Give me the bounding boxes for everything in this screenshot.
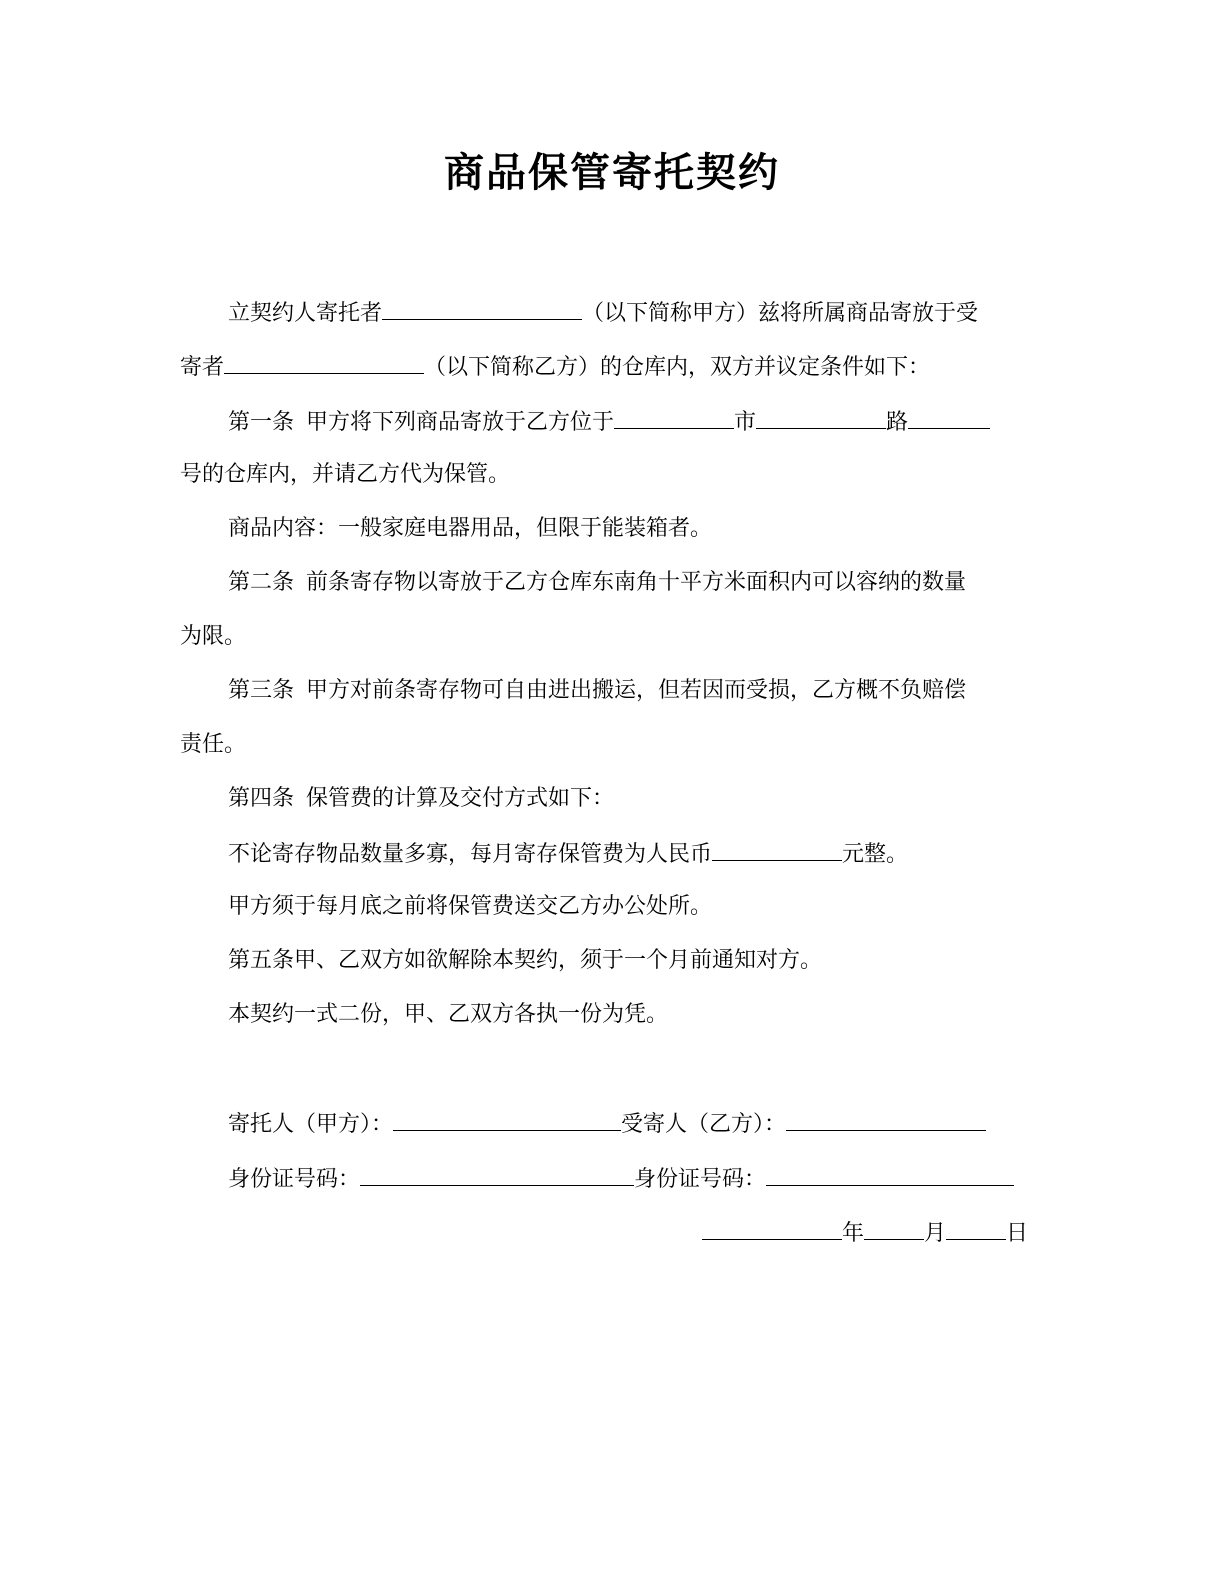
article-1-text: 甲方将下列商品寄放于乙方位于 [306, 410, 615, 435]
article-3-line-2: 责任。 [180, 732, 247, 757]
month-label: 月 [924, 1221, 947, 1246]
goods-content: 商品内容：一般家庭电器用品，但限于能装箱者。 [228, 516, 713, 541]
article-4-line-1 [228, 784, 614, 814]
article-2-label: 第二条 [228, 570, 295, 595]
intro-text-c: 寄者 [180, 355, 225, 380]
article-1-label: 第一条 [228, 410, 295, 435]
document-title: 商品保管寄托契约 [444, 150, 780, 196]
article-3-label: 第三条 [228, 678, 295, 703]
id-b-blank[interactable] [766, 1163, 1014, 1186]
road-label: 路 [886, 410, 909, 435]
article-2-line-2: 为限。 [180, 624, 247, 649]
fee-text-a: 不论寄存物品数量多寡，每月寄存保管费为人民币 [228, 842, 713, 867]
fee-amount-blank[interactable] [712, 838, 842, 861]
intro-text-d: （以下简称乙方）的仓库内，双方并议定条件如下： [424, 355, 931, 380]
city-label: 市 [734, 410, 757, 435]
number-blank[interactable] [908, 406, 990, 429]
article-5-line: 第五条甲、乙双方如欲解除本契约，须于一个月前通知对方。 [228, 948, 823, 973]
intro-line-2 [180, 351, 930, 383]
party-a-label: 寄托人（甲方）： [228, 1112, 394, 1137]
article-3-text: 甲方对前条寄存物可自由进出搬运，但若因而受损，乙方概不负赔偿 [306, 678, 967, 703]
article-4-text: 保管费的计算及交付方式如下： [306, 786, 615, 811]
date-row [702, 1217, 1028, 1249]
id-b-label: 身份证号码： [634, 1167, 767, 1192]
day-label: 日 [1006, 1221, 1029, 1246]
signature-row-ids [228, 1163, 1014, 1195]
city-blank[interactable] [614, 406, 734, 429]
signature-row-parties [228, 1108, 986, 1140]
party-a-signature-blank[interactable] [393, 1108, 621, 1131]
year-label: 年 [842, 1221, 865, 1246]
article-4-label: 第四条 [228, 786, 295, 811]
intro-line-1 [228, 297, 978, 329]
article-3-line-1 [228, 676, 966, 706]
year-blank[interactable] [702, 1217, 842, 1240]
intro-text-b: （以下简称甲方）兹将所属商品寄放于受 [582, 301, 979, 326]
id-a-label: 身份证号码： [228, 1167, 361, 1192]
month-blank[interactable] [864, 1217, 924, 1240]
intro-text-a: 立契约人寄托者 [228, 301, 383, 326]
party-b-signature-blank[interactable] [786, 1108, 986, 1131]
article-1-line-1 [228, 406, 990, 438]
id-a-blank[interactable] [360, 1163, 634, 1186]
party-a-name-blank[interactable] [382, 297, 582, 320]
fee-payment-line: 甲方须于每月底之前将保管费送交乙方办公处所。 [228, 894, 713, 919]
party-b-name-blank[interactable] [224, 351, 424, 374]
fee-text-b: 元整。 [842, 842, 909, 867]
article-1-line-2: 号的仓库内，并请乙方代为保管。 [180, 462, 511, 487]
party-b-label: 受寄人（乙方）： [621, 1112, 787, 1137]
road-blank[interactable] [756, 406, 886, 429]
article-2-line-1 [228, 568, 966, 598]
copies-line: 本契约一式二份，甲、乙双方各执一份为凭。 [228, 1002, 669, 1027]
day-blank[interactable] [946, 1217, 1006, 1240]
article-2-text: 前条寄存物以寄放于乙方仓库东南角十平方米面积内可以容纳的数量 [306, 570, 967, 595]
fee-line [228, 838, 908, 870]
